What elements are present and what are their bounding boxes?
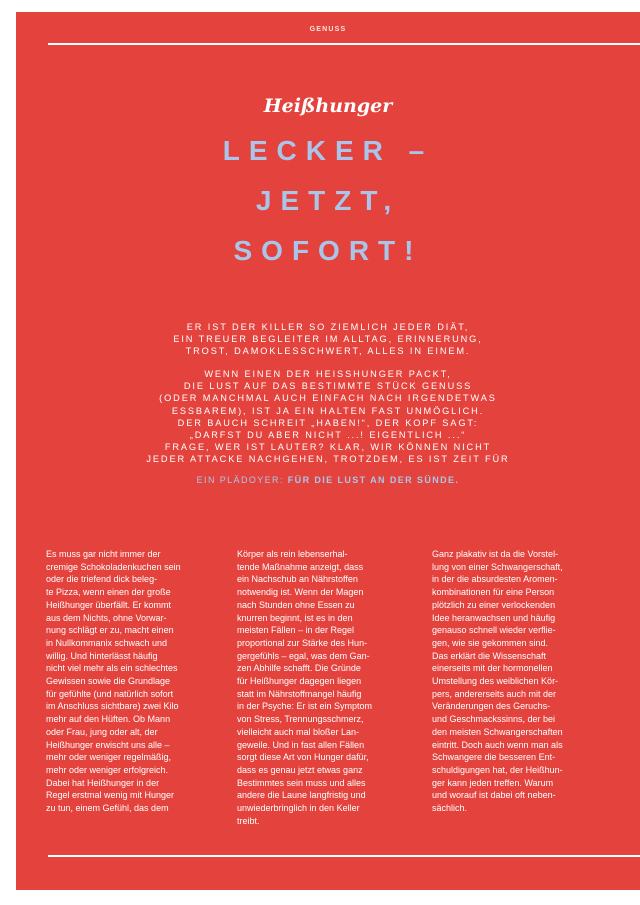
body-line: genauso schnell wieder verflie- bbox=[432, 625, 556, 636]
body-line: te Pizza, wenn einen der große bbox=[46, 587, 171, 598]
body-line: Bestimmtes sein muss und alles bbox=[237, 777, 366, 788]
intro-line: ESSBAREM), IST JA EIN HALTEN FAST UNMÖGLICH. bbox=[171, 405, 485, 416]
body-line: Dabei hat Heißhunger in der bbox=[46, 777, 160, 788]
body-column-2 bbox=[237, 548, 413, 827]
bottom-divider bbox=[48, 855, 640, 857]
body-line: andere die Laune langfristig und bbox=[237, 790, 366, 801]
intro-line: DER BAUCH SCHREIT „HABEN!“, DER KOPF SAGT: bbox=[177, 417, 479, 428]
body-line: und worauf ist dabei oft neben- bbox=[432, 790, 556, 801]
body-line: nicht viel mehr als ein schlechtes bbox=[46, 663, 178, 674]
body-line: für Heißhunger dagegen liegen bbox=[237, 676, 362, 687]
body-line: Regel erstmal wenig mit Hunger bbox=[46, 790, 175, 801]
body-line: gen, wie sie gekommen sind. bbox=[432, 637, 549, 648]
intro-line: JEDER ATTACKE NACHGEHEN, TROTZDEM, ES IST ZEIT FÜR bbox=[146, 454, 510, 465]
body-column-1 bbox=[46, 548, 222, 815]
body-line: Heißhunger erwischt uns alle – bbox=[46, 739, 170, 750]
body-line: vielleicht auch mal bloßer Lan- bbox=[237, 726, 360, 737]
kicker: Heißhunger bbox=[263, 95, 393, 117]
body-line: Idee heranwachsen und häufig bbox=[432, 612, 556, 623]
headline-line: SOFORT! bbox=[233, 235, 423, 266]
body-line: unwiederbringlich in den Keller bbox=[237, 803, 360, 814]
body-line: gergefühls – egal, was dem Gan- bbox=[237, 650, 370, 661]
body-line: im Anschluss sichtbare) zwei Kilo bbox=[46, 701, 179, 712]
headline-line: LECKER – bbox=[222, 135, 434, 166]
body-line: meisten Fällen – in der Regel bbox=[237, 625, 355, 636]
body-line: für gefühlte (und natürlich sofort bbox=[46, 688, 174, 699]
plaedoyer-lead: EIN PLÄDOYER: bbox=[196, 475, 288, 485]
body-column-3 bbox=[432, 548, 608, 815]
body-line: sächlich. bbox=[432, 803, 468, 814]
body-line: notwendig ist. Wenn der Magen bbox=[237, 587, 364, 598]
body-line: den meisten Schwangerschaften bbox=[432, 726, 563, 737]
body-line: kombinationen für eine Person bbox=[432, 587, 555, 598]
body-line: zen Abhilfe schafft. Die Gründe bbox=[237, 663, 361, 674]
body-line: willig. Und hinterlässt häufig bbox=[46, 650, 158, 661]
body-line: dass es genau jetzt etwas ganz bbox=[237, 764, 363, 775]
intro-line: EIN TREUER BEGLEITER IM ALLTAG, ERINNERUNG, bbox=[173, 334, 483, 345]
body-line: nach Stunden ohne Essen zu bbox=[237, 599, 355, 610]
body-line: Veränderungen des Geruchs- bbox=[432, 701, 551, 712]
intro-line: „DARFST DU ABER NICHT ...! EIGENTLICH ...“ bbox=[189, 430, 467, 441]
body-line: aus dem Nichts, ohne Vorwar- bbox=[46, 612, 167, 623]
body-line: ein Nachschub an Nährstoffen bbox=[237, 574, 358, 585]
body-line: lung von einer Schwangerschaft, bbox=[432, 561, 563, 572]
intro-line: (ODER MANCHMAL AUCH EINFACH NACH IRGENDETWAS bbox=[159, 393, 497, 404]
intro-line: ER IST DER KILLER SO ZIEMLICH JEDER DIÄT, bbox=[186, 322, 470, 332]
plaedoyer-line bbox=[16, 475, 640, 485]
intro-paragraph-1 bbox=[16, 321, 640, 358]
body-line: mehr auf den Hüften. Ob Mann bbox=[46, 714, 171, 725]
section-label: GENUSS bbox=[309, 26, 347, 33]
body-line: schuldigungen hat, der Heißhun- bbox=[432, 764, 563, 775]
body-line: nung schlägt er zu, macht einen bbox=[46, 625, 174, 636]
body-line: mehr oder weniger regelmäßig, bbox=[46, 752, 172, 763]
body-line: und Geschmackssinns, der bei bbox=[432, 714, 556, 725]
body-line: in der Psyche: Er ist ein Symptom bbox=[237, 701, 373, 712]
intro-line: TROST, DAMOKLESSCHWERT, ALLES IN EINEM. bbox=[185, 346, 471, 357]
body-line: Das erklärt die Wissenschaft bbox=[432, 650, 547, 661]
intro-line: DIE LUST AUF DAS BESTIMMTE STÜCK GENUSS bbox=[183, 381, 473, 392]
body-line: oder die triefend dick beleg- bbox=[46, 574, 158, 585]
body-line: sorgt diese Art von Hunger dafür, bbox=[237, 752, 369, 763]
body-line: mehr oder weniger erfolgreich. bbox=[46, 764, 169, 775]
body-line: statt im Nährstoffmangel häufig bbox=[237, 688, 362, 699]
body-line: treibt. bbox=[237, 815, 260, 826]
body-line: in Nullkommanix schwach und bbox=[46, 637, 168, 648]
intro-line: WENN EINEN DER HEISSHUNGER PACKT, bbox=[204, 369, 452, 379]
body-line: Es muss gar nicht immer der bbox=[46, 549, 161, 559]
body-line: von Stress, Trennungsschmerz, bbox=[237, 714, 364, 725]
body-line: Gewissen sowie die Grundlage bbox=[46, 676, 171, 687]
body-line: zu tun, einem Gefühl, das dem bbox=[46, 803, 169, 814]
body-line: geweile. Und in fast allen Fällen bbox=[237, 739, 365, 750]
body-line: eintritt. Doch auch wenn man als bbox=[432, 739, 563, 750]
body-line: in der die absurdesten Aromen- bbox=[432, 574, 558, 585]
body-line: einerseits mit der hormonellen bbox=[432, 663, 553, 674]
body-line: Ganz plakativ ist da die Vorstel- bbox=[432, 549, 559, 559]
intro-paragraph-2 bbox=[16, 368, 640, 466]
intro-line: FRAGE, WER IST LAUTER? KLAR, WIR KÖNNEN NICHT bbox=[164, 442, 492, 453]
body-line: Körper als rein lebenserhal- bbox=[237, 549, 348, 559]
headline bbox=[16, 126, 640, 276]
top-divider bbox=[48, 43, 640, 45]
plaedoyer-highlight: FÜR DIE LUST AN DER SÜNDE. bbox=[287, 475, 460, 485]
body-line: knurren beginnt, ist es in den bbox=[237, 612, 353, 623]
body-line: Schwangere die besseren Ent- bbox=[432, 752, 556, 763]
body-line: ger kann jeden treffen. Warum bbox=[432, 777, 554, 788]
body-line: plötzlich zu einer verlockenden bbox=[432, 599, 556, 610]
body-line: oder Frau, jung oder alt, der bbox=[46, 726, 158, 737]
magazine-page bbox=[16, 12, 640, 890]
headline-line: JETZT, bbox=[255, 185, 401, 216]
body-line: proportional zur Stärke des Hun- bbox=[237, 637, 368, 648]
body-line: tende Maßnahme anzeigt, dass bbox=[237, 561, 364, 572]
body-line: Heißhunger überfällt. Er kommt bbox=[46, 599, 172, 610]
body-line: cremige Schokoladenkuchen sein bbox=[46, 561, 181, 572]
body-line: pers, andererseits auch mit der bbox=[432, 688, 557, 699]
body-line: Umstellung des weiblichen Kör- bbox=[432, 676, 559, 687]
